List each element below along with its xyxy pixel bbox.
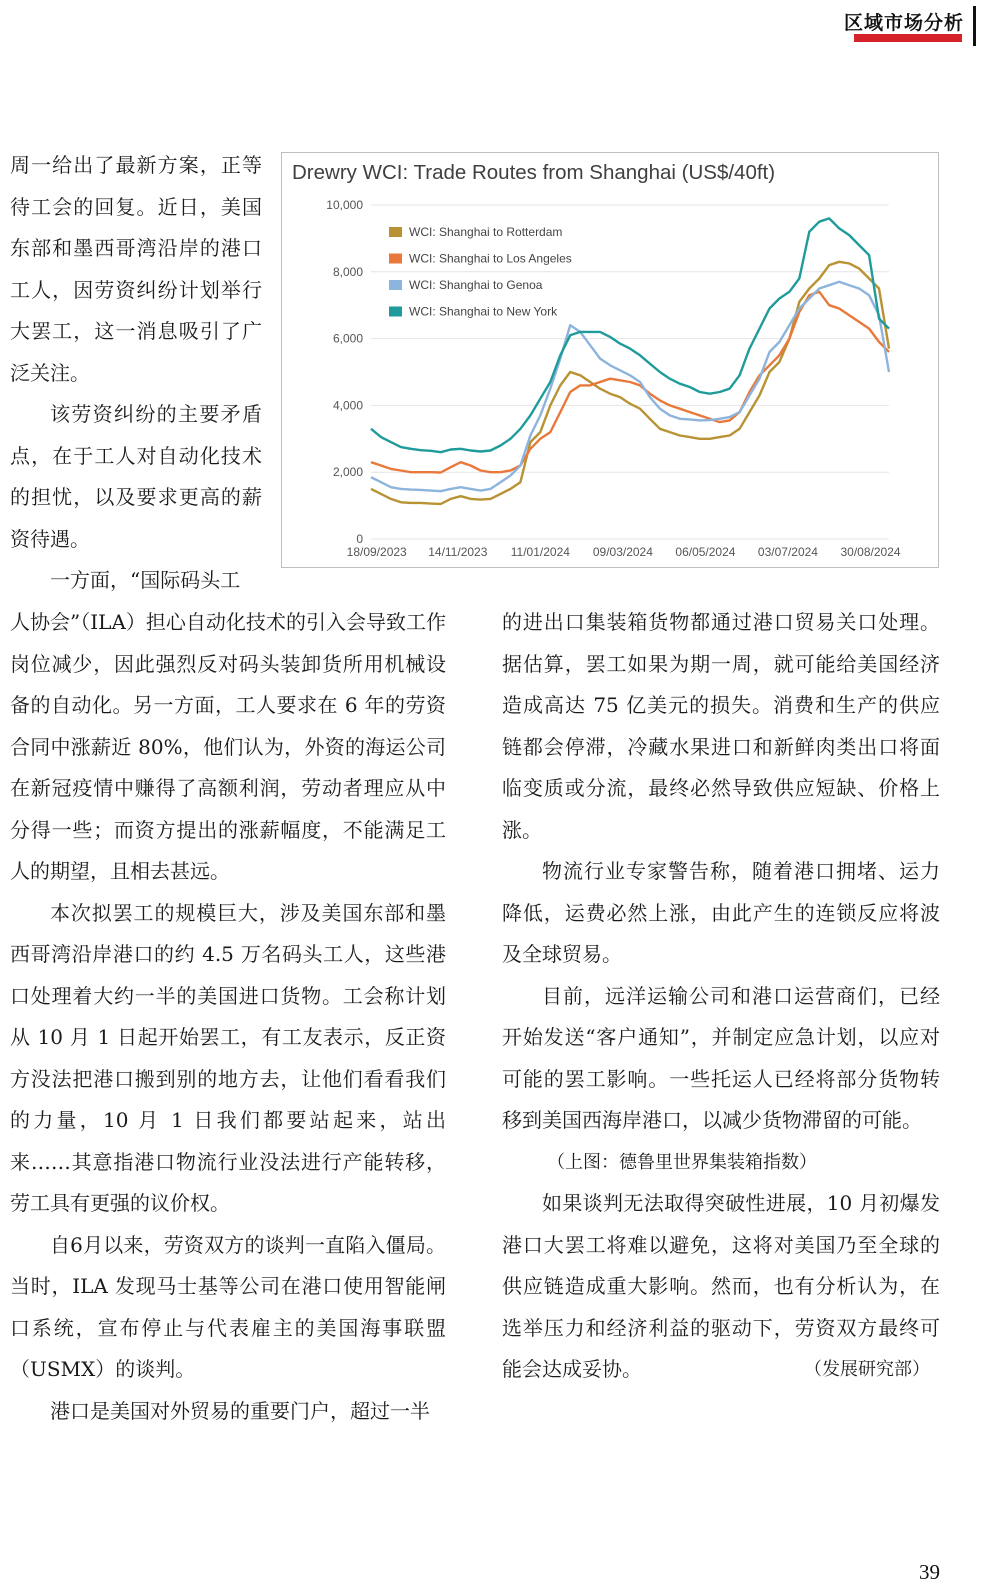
paragraph-text: 如果谈判无法取得突破性进展，10 月初爆发港口大罢工将难以避免，这将对美国乃至全球的供应链造成重大影响。然而，也有分析认为，在选举压力和经济利益的驱动下，劳资双方最终可能会达成妥协。 (502, 1191, 940, 1381)
section-label: 区域市场分析 (843, 12, 964, 34)
paragraph: 该劳资纠纷的主要矛盾点，在于工人对自动化技术的担忧，以及要求更高的薪资待遇。 (10, 402, 262, 551)
paragraph: 周一给出了最新方案，正等待工会的回复。近日，美国东部和墨西哥湾沿岸的港口工人，因劳资纠纷计划举行大罢工，这一消息吸引了广泛关注。 (10, 153, 262, 385)
x-tick-label: 18/09/2023 (346, 545, 407, 559)
x-tick-label: 06/05/2024 (675, 545, 736, 559)
y-tick-label: 0 (356, 532, 363, 546)
x-tick-label: 09/03/2024 (592, 545, 653, 559)
legend-swatch (389, 307, 402, 317)
article-column-right (502, 602, 940, 1391)
legend-label: WCI: Shanghai to Genoa (409, 278, 543, 292)
y-tick-label: 4,000 (332, 398, 363, 413)
x-tick-label: 14/11/2023 (428, 545, 488, 559)
chart-caption: （上图：德鲁里世界集装箱指数） (547, 1151, 817, 1173)
paragraph: 物流行业专家警告称，随着港口拥堵、运力降低，运费必然上涨，由此产生的连锁反应将波及全球贸易。 (502, 859, 940, 966)
section-bar (973, 6, 976, 46)
legend-label: WCI: Shanghai to Rotterdam (409, 225, 563, 239)
wci-chart (281, 152, 939, 568)
article-column-left (10, 602, 446, 1432)
paragraph: 一方面，“国际码头工 (50, 568, 241, 592)
x-tick-label: 30/08/2024 (840, 545, 901, 559)
y-tick-label: 2,000 (332, 465, 363, 480)
legend-swatch (389, 254, 402, 264)
paragraph: 港口是美国对外贸易的重要门户，超过一半 (50, 1398, 430, 1423)
y-tick-label: 8,000 (332, 264, 363, 279)
legend-label: WCI: Shanghai to Los Angeles (409, 251, 572, 266)
paragraph: 的进出口集装箱货物都通过港口贸易关口处理。据估算，罢工如果为期一周，就可能给美国经济造成高达 75 亿美元的损失。消费和生产的供应链都会停滞，冷藏水果进口和新鲜肉类出口将面临变质或分流，最终必然导致供应短缺、价格上涨。 (502, 610, 940, 842)
page-number: 39 (919, 1560, 940, 1584)
section-underline (854, 34, 962, 42)
legend-swatch (389, 227, 402, 237)
y-tick-label: 10,000 (326, 198, 363, 212)
x-tick-label: 11/01/2024 (510, 545, 570, 559)
paragraph: 人协会”（ILA）担心自动化技术的引入会导致工作岗位减少，因此强烈反对码头装卸货所用机械设备的自动化。另一方面，工人要求在 6 年的劳资合同中涨薪近 80%，他们认为，外资的海运公司在新冠疫情中赚得了高额利润，劳动者理应从中分得一些；而资方提出的涨薪幅度，不能满足工人的期望，且相去甚远。 (10, 610, 446, 883)
chart-plot (282, 153, 938, 567)
paragraph: 目前，远洋运输公司和港口运营商们，已经开始发送“客户通知”，并制定应急计划，以应对可能的罢工影响。一些托运人已经将部分货物转移到美国西海岸港口，以减少货物滞留的可能。 (502, 983, 940, 1132)
author-signature: （发展研究部） (804, 1359, 930, 1380)
chart-title: Drewry WCI: Trade Routes from Shanghai (US$/40ft) (292, 161, 776, 184)
paragraph: 自6月以来，劳资双方的谈判一直陷入僵局。当时，ILA 发现马士基等公司在港口使用智能闸口系统，宣布停止与代表雇主的美国海事联盟（USMX）的谈判。 (10, 1232, 446, 1381)
paragraph: 本次拟罢工的规模巨大，涉及美国东部和墨西哥湾沿岸港口的约 4.5 万名码头工人，这些港口处理着大约一半的美国进口货物。工会称计划从 10 月 1 日起开始罢工，有工友表示，反正资方没法把港口搬到别的地方去，让他们看看我们的力量，10 月 1 日我们都要站起来，站出来……其意指港口物流行业没法进行产能转移，劳工具有更强的议价权。 (10, 900, 446, 1215)
paragraph (502, 1183, 940, 1391)
legend-label: WCI: Shanghai to New York (409, 304, 558, 319)
y-tick-label: 6,000 (332, 331, 363, 346)
legend-swatch (389, 280, 402, 290)
article-column-left-top (10, 145, 262, 602)
x-tick-label: 03/07/2024 (757, 545, 818, 559)
series-line-2 (371, 292, 889, 473)
